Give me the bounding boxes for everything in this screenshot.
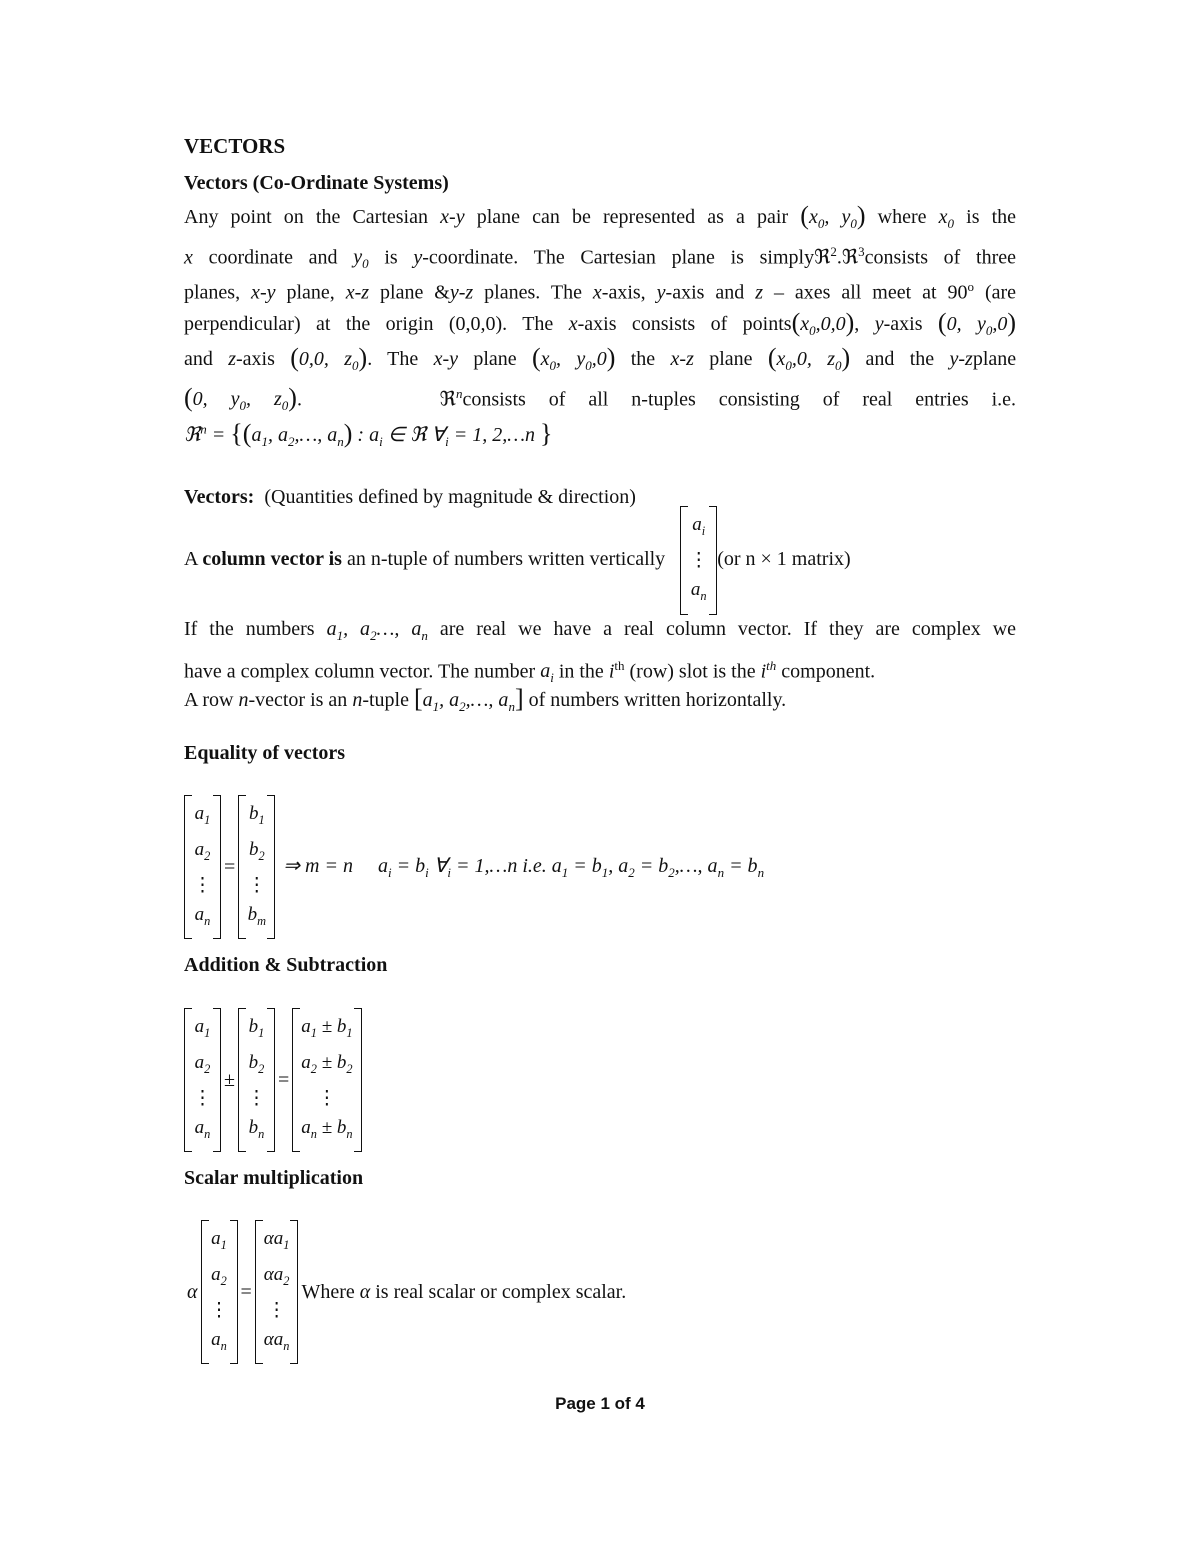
para-line: If the numbers $a_1$, $a_2\dots$, $a_n$ are real we have a real column vector. If they are complex we: [184, 618, 1017, 643]
column-vector-paragraph: [184, 612, 1017, 686]
column-vector-definition: A column vector is an n-tuple of numbers written vertically $a_i$ ⋮ $a_n$ (or n × 1 matrix): [184, 506, 1016, 615]
equality-equation: $a_1$ $a_2$ ⋮ $a_n$ = $b_1$ $b_2$ ⋮ $b_m$ ⇒ m = n $a_i = b_i$ $\forall_i$ = 1,…n i.e. $a_1 = b_1$, $a_2$ = $b_2,\dots$, $a_n = b_n$: [184, 795, 767, 939]
section-heading-vectors: Vectors: (Quantities defined by magnitude & direction): [184, 486, 636, 508]
para-line: planes, x-y plane, x-z plane &y-z planes. The x-axis, y-axis and z – axes all meet at 90$^o$ (are: [184, 279, 1017, 304]
para-line: perpendicular) at the origin (0,0,0). The x-axis consists of $points(x_0,0,0)$, y-axis (0, $y_0,0$): [184, 307, 1017, 338]
para-line: and z-axis (0,0, $z_0$). The x-y plane ($x_0$, $y_0,0$) the x-z plane ($x_0,0$, $z_0$) and the y-zplane: [184, 343, 1017, 373]
coordinate-systems-paragraph: [184, 198, 1016, 447]
para-line: (0, $y_0$, $z_0$). ℜ$^n$consists of all n-tuples consisting of real entries i.e.: [184, 383, 1016, 414]
para-line: Any point on the Cartesian x-y plane can be represented as a pair ($x_0$, $y_0$) where $x_0$ is the: [184, 201, 1017, 231]
column-vector-matrix: $a_i$ ⋮ $a_n$: [680, 506, 717, 615]
section-heading-scalar: Scalar multiplication: [184, 1167, 364, 1189]
section-heading-addition: Addition & Subtraction: [184, 954, 388, 976]
page-number: Page 1 of 4: [555, 1394, 645, 1413]
para-line: x coordinate and $y_0$ is y-coordinate. The Cartesian plane is simplyℜ$^2$.ℜ$^3$consists of three: [184, 243, 1016, 272]
scalar-multiplication-equation: α $a_1$ $a_2$ ⋮ $a_n$ = $\alpha a_1$ $\alpha a_2$ ⋮ $\alpha a_n$ Where α is real scalar or complex scalar.: [184, 1220, 629, 1364]
rn-definition: ℜ$^n$ = {($a_1$, $a_2,\dots$, $a_n$) : $a_i$ ∈ ℜ $\forall_i = 1$, 2,…n }: [184, 418, 553, 449]
section-heading-coordinate-systems: Vectors (Co-Ordinate Systems): [184, 172, 449, 194]
addition-equation: $a_1$ $a_2$ ⋮ $a_n$ ± $b_1$ $b_2$ ⋮ $b_n$ = $a_1 \pm b_1$ $a_2 \pm b_2$ ⋮ $a_n \pm b_n$: [184, 1008, 362, 1152]
row-vector-definition: A row n-vector is an n-tuple [$a_1$, $a_2,\dots$, $a_n$] of numbers written horizontally.: [184, 684, 787, 714]
doc-title: VECTORS: [184, 134, 286, 158]
para-line: have a complex column vector. The number $a_i$ in the $i^{th}$ (row) slot is the $i^{th}$ component.: [184, 657, 876, 686]
section-heading-equality: Equality of vectors: [184, 742, 346, 764]
